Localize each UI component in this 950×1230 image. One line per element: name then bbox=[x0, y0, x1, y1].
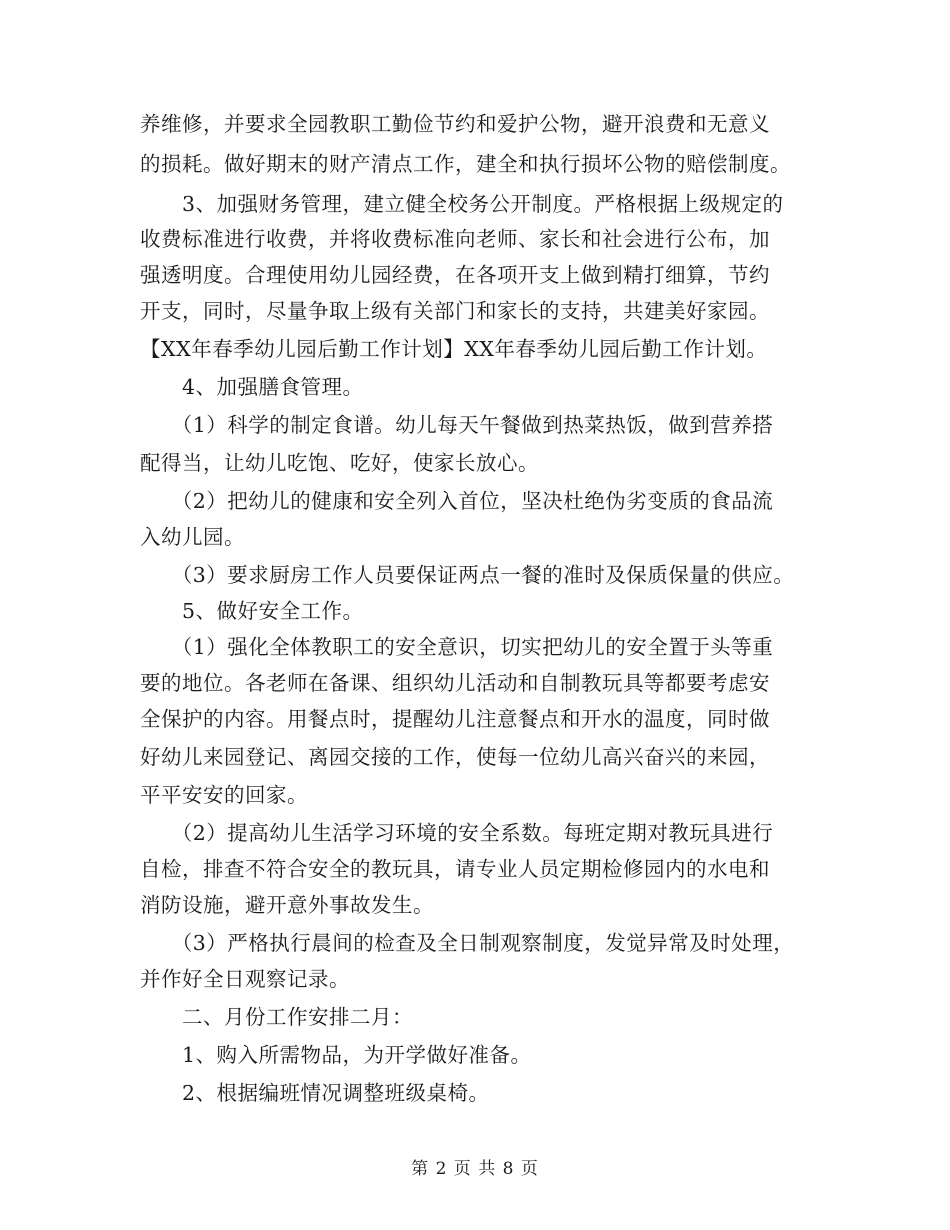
text-line-8: 4、加强膳食管理。 bbox=[140, 375, 364, 399]
text-line-14: 5、做好安全工作。 bbox=[140, 599, 364, 623]
text-line-23: （3）严格执行晨间的检查及全日制观察制度，发觉异常及时处理， bbox=[140, 931, 795, 955]
text-line-10: 配得当，让幼儿吃饱、吃好，使家长放心。 bbox=[140, 451, 539, 475]
text-line-13: （3）要求厨房工作人员要保证两点一餐的准时及保质保量的供应。 bbox=[140, 563, 795, 587]
text-line-2: 的损耗。做好期末的财产清点工作，建全和执行损坏公物的赔偿制度。 bbox=[140, 152, 791, 176]
text-line-11: （2）把幼儿的健康和安全列入首位，坚决杜绝伪劣变质的食品流 bbox=[140, 489, 774, 513]
text-line-24: 并作好全日观察记录。 bbox=[140, 967, 350, 991]
text-line-15: （1）强化全体教职工的安全意识，切实把幼儿的安全置于头等重 bbox=[140, 635, 774, 659]
text-line-21: 自检，排查不符合安全的教玩具，请专业人员定期检修园内的水电和 bbox=[140, 857, 770, 881]
text-line-19: 平平安安的回家。 bbox=[140, 783, 308, 807]
text-line-6: 开支，同时，尽量争取上级有关部门和家长的支持，共建美好家园。 bbox=[140, 299, 770, 323]
text-line-17: 全保护的内容。用餐点时，提醒幼儿注意餐点和开水的温度，同时做 bbox=[140, 707, 770, 731]
text-line-4: 收费标准进行收费，并将收费标准向老师、家长和社会进行公布，加 bbox=[140, 227, 770, 251]
page-number-footer: 第 2 页 共 8 页 bbox=[411, 1159, 539, 1179]
text-line-20: （2）提高幼儿生活学习环境的安全系数。每班定期对教玩具进行 bbox=[140, 821, 774, 845]
text-line-3: 3、加强财务管理，建立健全校务公开制度。严格根据上级规定的 bbox=[140, 192, 784, 216]
text-line-12: 入幼儿园。 bbox=[140, 525, 245, 549]
text-line-1: 养维修，并要求全园教职工勤俭节约和爱护公物，避开浪费和无意义 bbox=[140, 112, 770, 136]
text-line-7: 【XX年春季幼儿园后勤工作计划】XX年春季幼儿园后勤工作计划。 bbox=[140, 337, 768, 361]
text-line-9: （1）科学的制定食谱。幼儿每天午餐做到热菜热饭，做到营养搭 bbox=[140, 413, 774, 437]
text-line-27: 2、根据编班情况调整班级桌椅。 bbox=[140, 1081, 490, 1105]
text-line-16: 要的地位。各老师在备课、组织幼儿活动和自制教玩具等都要考虑安 bbox=[140, 671, 770, 695]
text-line-5: 强透明度。合理使用幼儿园经费，在各项开支上做到精打细算，节约 bbox=[140, 263, 770, 287]
text-line-18: 好幼儿来园登记、离园交接的工作，使每一位幼儿高兴奋兴的来园， bbox=[140, 745, 770, 769]
text-line-26: 1、购入所需物品，为开学做好准备。 bbox=[140, 1043, 532, 1067]
text-line-22: 消防设施，避开意外事故发生。 bbox=[140, 893, 434, 917]
text-line-25: 二、月份工作安排二月： bbox=[140, 1005, 413, 1029]
